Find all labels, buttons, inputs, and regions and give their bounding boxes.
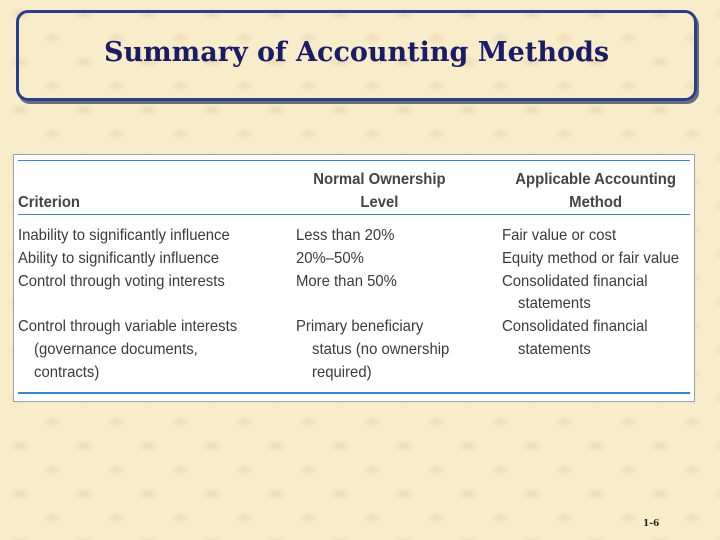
slide-title: Summary of Accounting Methods <box>103 37 610 68</box>
header-method-line2: Method <box>569 194 623 211</box>
row4-method-line2: statements <box>518 341 591 358</box>
accounting-methods-table <box>13 154 695 402</box>
row3-method-line1: Consolidated financial <box>502 273 648 290</box>
header-ownership-line1: Normal Ownership <box>313 171 446 188</box>
row3-ownership: More than 50% <box>296 273 397 290</box>
row4-method-line1: Consolidated financial <box>502 318 648 335</box>
row4-criterion-line2: (governance documents, <box>34 341 198 358</box>
title-box <box>16 10 697 101</box>
row4-ownership-line3: required) <box>312 364 372 381</box>
header-criterion: Criterion <box>18 194 81 211</box>
row1-ownership: Less than 20% <box>296 227 395 244</box>
header-bottom-rule <box>18 214 690 215</box>
row1-method: Fair value or cost <box>502 227 617 244</box>
row4-criterion-line1: Control through variable interests <box>18 318 238 335</box>
row4-ownership-line2: status (no ownership <box>312 341 450 358</box>
row3-criterion: Control through voting interests <box>18 273 225 290</box>
table-top-rule <box>18 160 690 161</box>
row2-method: Equity method or fair value <box>502 250 680 267</box>
row3-method-line2: statements <box>518 295 591 312</box>
row1-criterion: Inability to significantly influence <box>18 227 230 244</box>
row2-criterion: Ability to significantly influence <box>18 250 219 267</box>
row4-criterion-line3: contracts) <box>34 364 100 381</box>
header-ownership-line2: Level <box>360 194 399 211</box>
header-method-line1: Applicable Accounting <box>515 171 676 188</box>
row4-ownership-line1: Primary beneficiary <box>296 318 424 335</box>
table-bottom-rule <box>18 392 690 394</box>
slide-number: 1-6 <box>643 519 660 529</box>
row2-ownership: 20%–50% <box>296 250 364 267</box>
